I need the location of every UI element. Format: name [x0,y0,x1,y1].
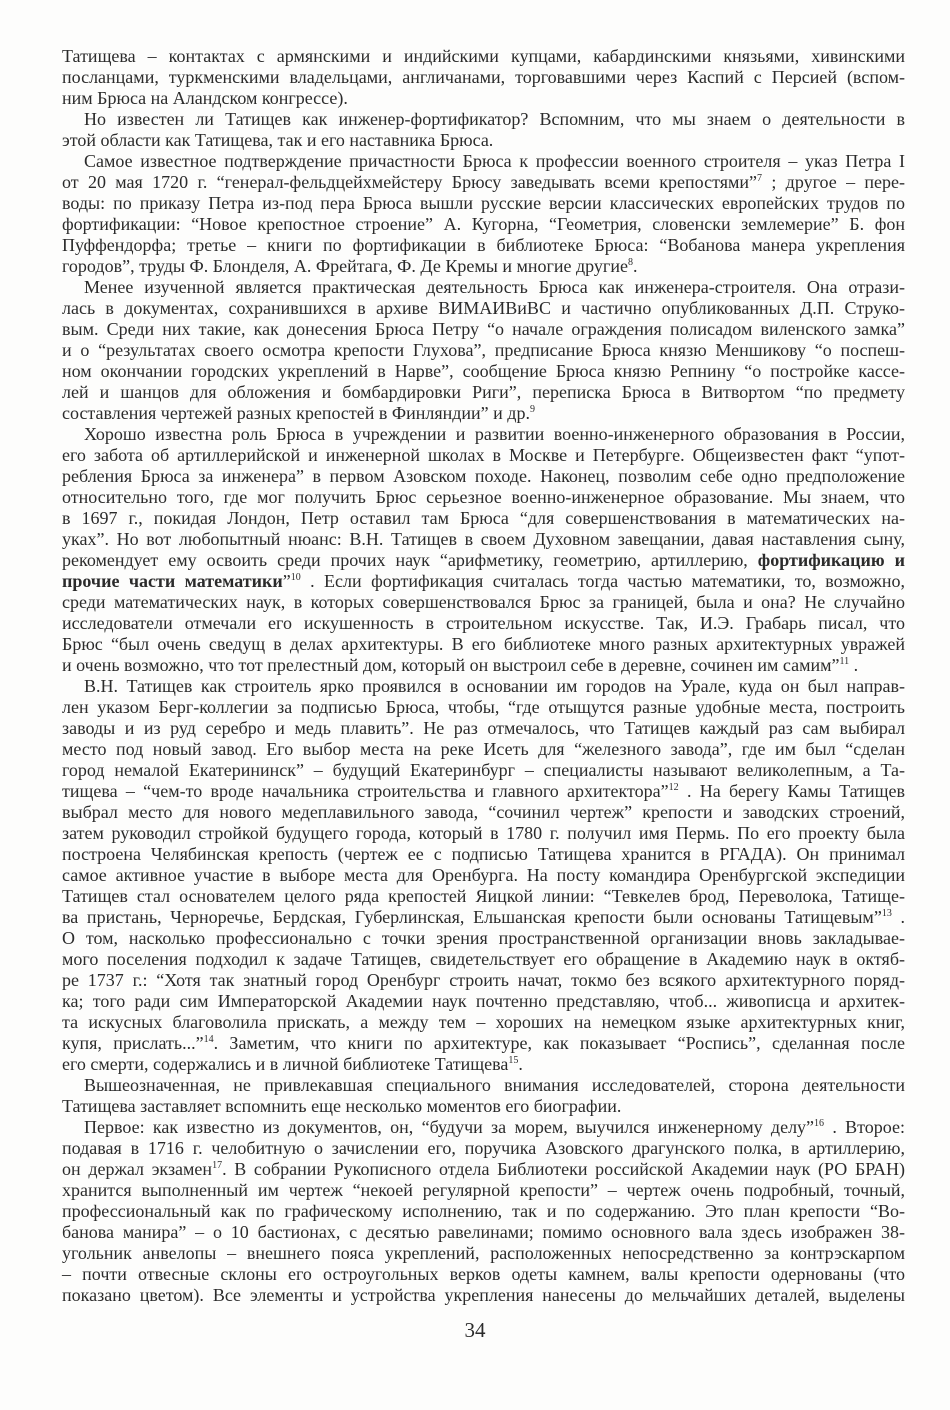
text-line: та искусных благоволила прискать, а между тем – хороших на немецком языке архитектурных книг, [62,1012,905,1032]
footnote-ref: 16 [814,1118,825,1129]
text-line: самое активное участие в выборе места для Оренбурга. На посту командира Оренбургской экспедиции [62,865,905,885]
text-segment: ва пристань, Черноречье, Бердская, Губерлинская, Ельшанская крепости были основаны Татищевым” [62,907,882,927]
text-line: посланцами, туркменскими владельцами, англичанами, торговавшими через Каспий с Персией (вспом- [62,67,905,87]
footnote-ref: 14 [203,1034,214,1045]
text-line: В.Н. Татищев как строитель ярко проявился в основании им городов на Урале, куда он был направ- [84,676,905,696]
paragraph [62,1117,905,1306]
footnote-ref: 8 [627,257,633,268]
text-line: профессиональный как по графическому исполнению, так и по содержанию. Это план крепости “Во- [62,1201,905,1221]
text-line: и о “результатах своего осмотра крепости Глухова”, предписание Брюса князю Меншикову “о поспеш- [62,340,905,360]
text-line: – почти отвесные склоны его остроугольных верков одеты камнем, валы крепости одернованы (что [62,1264,905,1284]
text-line [62,403,905,424]
text-line: Пуффендорфа; третье – книги по фортификации в библиотеке Брюса: “Вобанова манера укрепления [62,235,905,255]
text-line: уках”. Но вот любопытный нюанс: В.Н. Татищев в своем Духовном завещании, давая наставления сыну, [62,529,905,549]
text-line: Менее изученной является практическая деятельность Брюса как инженера-строителя. Она отрази- [84,277,905,297]
paragraph [62,424,905,676]
paragraph [62,151,905,277]
text-line [62,172,905,193]
text-line: подавая в 1716 г. челобитную о зачислении его, поручика Азовского драгунского полка, в артиллерию, [62,1138,905,1158]
text-segment: купя, прислать...” [62,1033,204,1053]
text-segment: . Второе: [824,1117,905,1137]
paragraph [62,46,905,109]
text-line [62,1033,905,1054]
text-line: О том, насколько профессионально с точки зрения пространственной организации вновь закладывае- [62,928,905,948]
text-line: среди математических наук, в которых совершенствовался Брюс за границей, была и она? Не случайно [62,592,905,612]
text-line: Татищева – контактах с армянскими и индийскими купцами, кабардинскими князьями, хивинскими [62,46,905,66]
text-line: Самое известное подтверждение причастности Брюса к профессии военного строителя – указ Петра I [84,151,905,171]
text-line: вым. Среди них такие, как донесения Брюса Петру “о начале ограждения полисадом виленского замка” [62,319,905,339]
text-segment: . [891,907,906,927]
text-segment: . На берегу Камы Татищев [678,781,905,801]
text-line: его забота об артиллерийской и инженерной школах в Москве и Петербурге. Общеизвестен факт “упот- [62,445,905,465]
text-line: относительно того, где мог получить Брюс серьезное военно-инженерное образование. Мы знаем, что [62,487,905,507]
text-segment: ” [282,571,291,591]
text-line [62,1054,905,1075]
text-line: заводы и из руд серебро и медь плавить”. Не раз отмечалось, что Татищев каждый раз сам выбирал [62,718,905,738]
text-line: выбрал место для нового медеплавильного завода, “сочинил чертеж” крепости и заводских строений, [62,802,905,822]
text-segment: городов”, труды Ф. Блонделя, А. Фрейтага, Ф. Де Кремы и многие другие [62,256,628,276]
text-line: Но известен ли Татищев как инженер-фортификатор? Вспомним, что мы знаем о деятельности в [84,109,905,129]
footnote-ref: 11 [839,656,850,667]
text-segment: составления чертежей разных крепостей в Финляндии” и др. [62,403,530,423]
footnote-ref: 9 [529,404,535,415]
text-line: ре 1737 г.: “Хотя так знатный город Оренбург строить начат, токмо без всякого архитектурного поряд- [62,970,905,990]
bold-text: фортификацию и [757,550,905,570]
text-segment: . В собрании Рукописного отдела Библиотеки российской Академии наук (РО БРАН) [222,1159,905,1179]
text-line: показано цветом). Все элементы и устройства укрепления нанесены до мельчайших деталей, выделены [62,1285,905,1305]
paragraph [62,676,905,1075]
text-line: место под новый завод. Его выбор места на реке Исеть для “железного завода”, где им был “сделан [62,739,905,759]
footnote-ref: 10 [290,572,301,583]
text-line: хранится выполненный им чертеж “некоей регулярной крепости” – чертеж очень подробный, точный, [62,1180,905,1200]
text-line [62,907,905,928]
footnote-ref: 15 [508,1055,519,1066]
text-line [62,550,905,571]
text-line: ном окончании городских укреплений в Нарве”, сообщение Брюса князю Репнину “о постройке кассе- [62,361,905,381]
text-segment: . Если фортификация считалась тогда частью математики, то, возможно, [300,571,905,591]
text-line: ребления Брюса за инженера” в первом Азовском походе. Наконец, позволим себе одно предположение [62,466,905,486]
text-line: ним Брюса на Аландском конгрессе). [62,88,348,108]
text-line [62,781,905,802]
footnote-ref: 12 [668,782,679,793]
paragraph [62,109,905,151]
text-segment: рекомендует ему освоить среди прочих наук “арифметику, геометрию, артиллерию, [62,550,758,570]
text-line: в 1697 г., покидая Лондон, Петр оставил там Брюса “для совершенствования в математических на- [62,508,905,528]
text-line: ка; того ради сим Императорской Академии наук почтенно представляю, чтоб... живописца и архитек- [62,991,905,1011]
text-segment: . [849,655,859,675]
footnote-ref: 7 [757,173,762,184]
text-segment: . Заметим, что книги по архитектуре, как показывает “Роспись”, сделанная после [213,1033,905,1053]
text-line: угольник анвелопы – внешнего пояса укреплений, расположенных непосредственно за контрэскарпом [62,1243,905,1263]
text-line [62,1159,905,1180]
text-line: Татищева заставляет вспомнить еще несколько моментов его биографии. [62,1096,622,1116]
text-segment: . [518,1054,523,1074]
paragraph [62,1075,905,1117]
text-line: лась в документах, сохранившихся в архиве ВИМАИВиВС и частично опубликованных Д.П. Струко- [62,298,905,318]
text-segment: Первое: как известно из документов, он, “будучи за морем, выучился инженерному делу” [84,1117,815,1137]
page-number: 34 [464,1318,486,1342]
text-line [62,571,905,592]
text-line: Хорошо известна роль Брюса в учреждении и развитии военно-инженерного образования в России, [84,424,905,444]
text-segment: от 20 мая 1720 г. “генерал-фельдцейхмейстеру Брюсу заведывать всеми крепостями” [62,172,757,192]
text-line: Татищев стал основателем целого ряда крепостей Яицкой линии: “Тевкелев брод, Переволока, Татище- [62,886,905,906]
text-line: исследователи отмечали его искушенность в строительном искусстве. Так, И.Э. Грабарь писал, что [62,613,905,633]
text-line [62,1117,905,1138]
body-text [62,46,905,1306]
text-segment: тищева – “чем-то вроде начальника строительства и главного архитектора” [62,781,669,801]
text-line: фортификации: “Новое крепостное строение” А. Кугорна, “Геометрия, словенски землемерие” Б. фон [62,214,905,234]
text-line [62,655,905,676]
text-segment: . [632,256,638,276]
text-line: банова манира” – о 10 бастионах, с десятью равелинами; помимо основного вала здесь изображен 38- [62,1222,905,1242]
text-line: город немалой Екатерининск” – будущий Екатеринбург – специалисты называют великолепным, а Та- [62,760,905,780]
text-segment: его смерти, содержались и в личной библиотеке Татищева [62,1054,509,1074]
text-segment: ; другое – пере- [762,172,906,192]
bold-text: прочие части математики [62,571,283,591]
text-segment: он держал экзамен [62,1159,213,1179]
footnote-ref: 13 [881,908,892,919]
text-line: лен указом Берг-коллегии за подписью Брюса, чтобы, “где отыщутся разные удобные места, построить [62,697,905,717]
text-line: мого поселения подходил к задаче Татищев, свидетельствует его обращение в Академию наук в октяб- [62,949,905,969]
text-segment: и очень возможно, что тот прелестный дом, который он выстроил себе в деревне, сочинен им самим” [62,655,840,675]
text-line: Вышеозначенная, не привлекавшая специального внимания исследователей, сторона деятельности [84,1075,905,1095]
text-line: построена Челябинская крепость (чертеж ее с подписью Татищева хранится в РГАДА). Он принимал [62,844,905,864]
text-line: воды: по приказу Петра из-под пера Брюса вышли русские версии классических европейских трудов по [62,193,905,213]
text-line: лей и шанцов для обложения и бомбардировки Риги”, переписка Брюса в Витвортом “по предмету [62,382,905,402]
text-line [62,256,905,277]
footnote-ref: 17 [212,1160,223,1171]
text-line: этой области как Татищева, так и его наставника Брюса. [62,130,494,150]
paragraph [62,277,905,424]
text-line: затем руководил стройкой будущего города, который в 1780 г. получил имя Пермь. По его проекту была [62,823,905,843]
text-line: Брюс “был очень сведущ в делах архитектуры. В его библиотеке много разных архитектурных увражей [62,634,905,654]
